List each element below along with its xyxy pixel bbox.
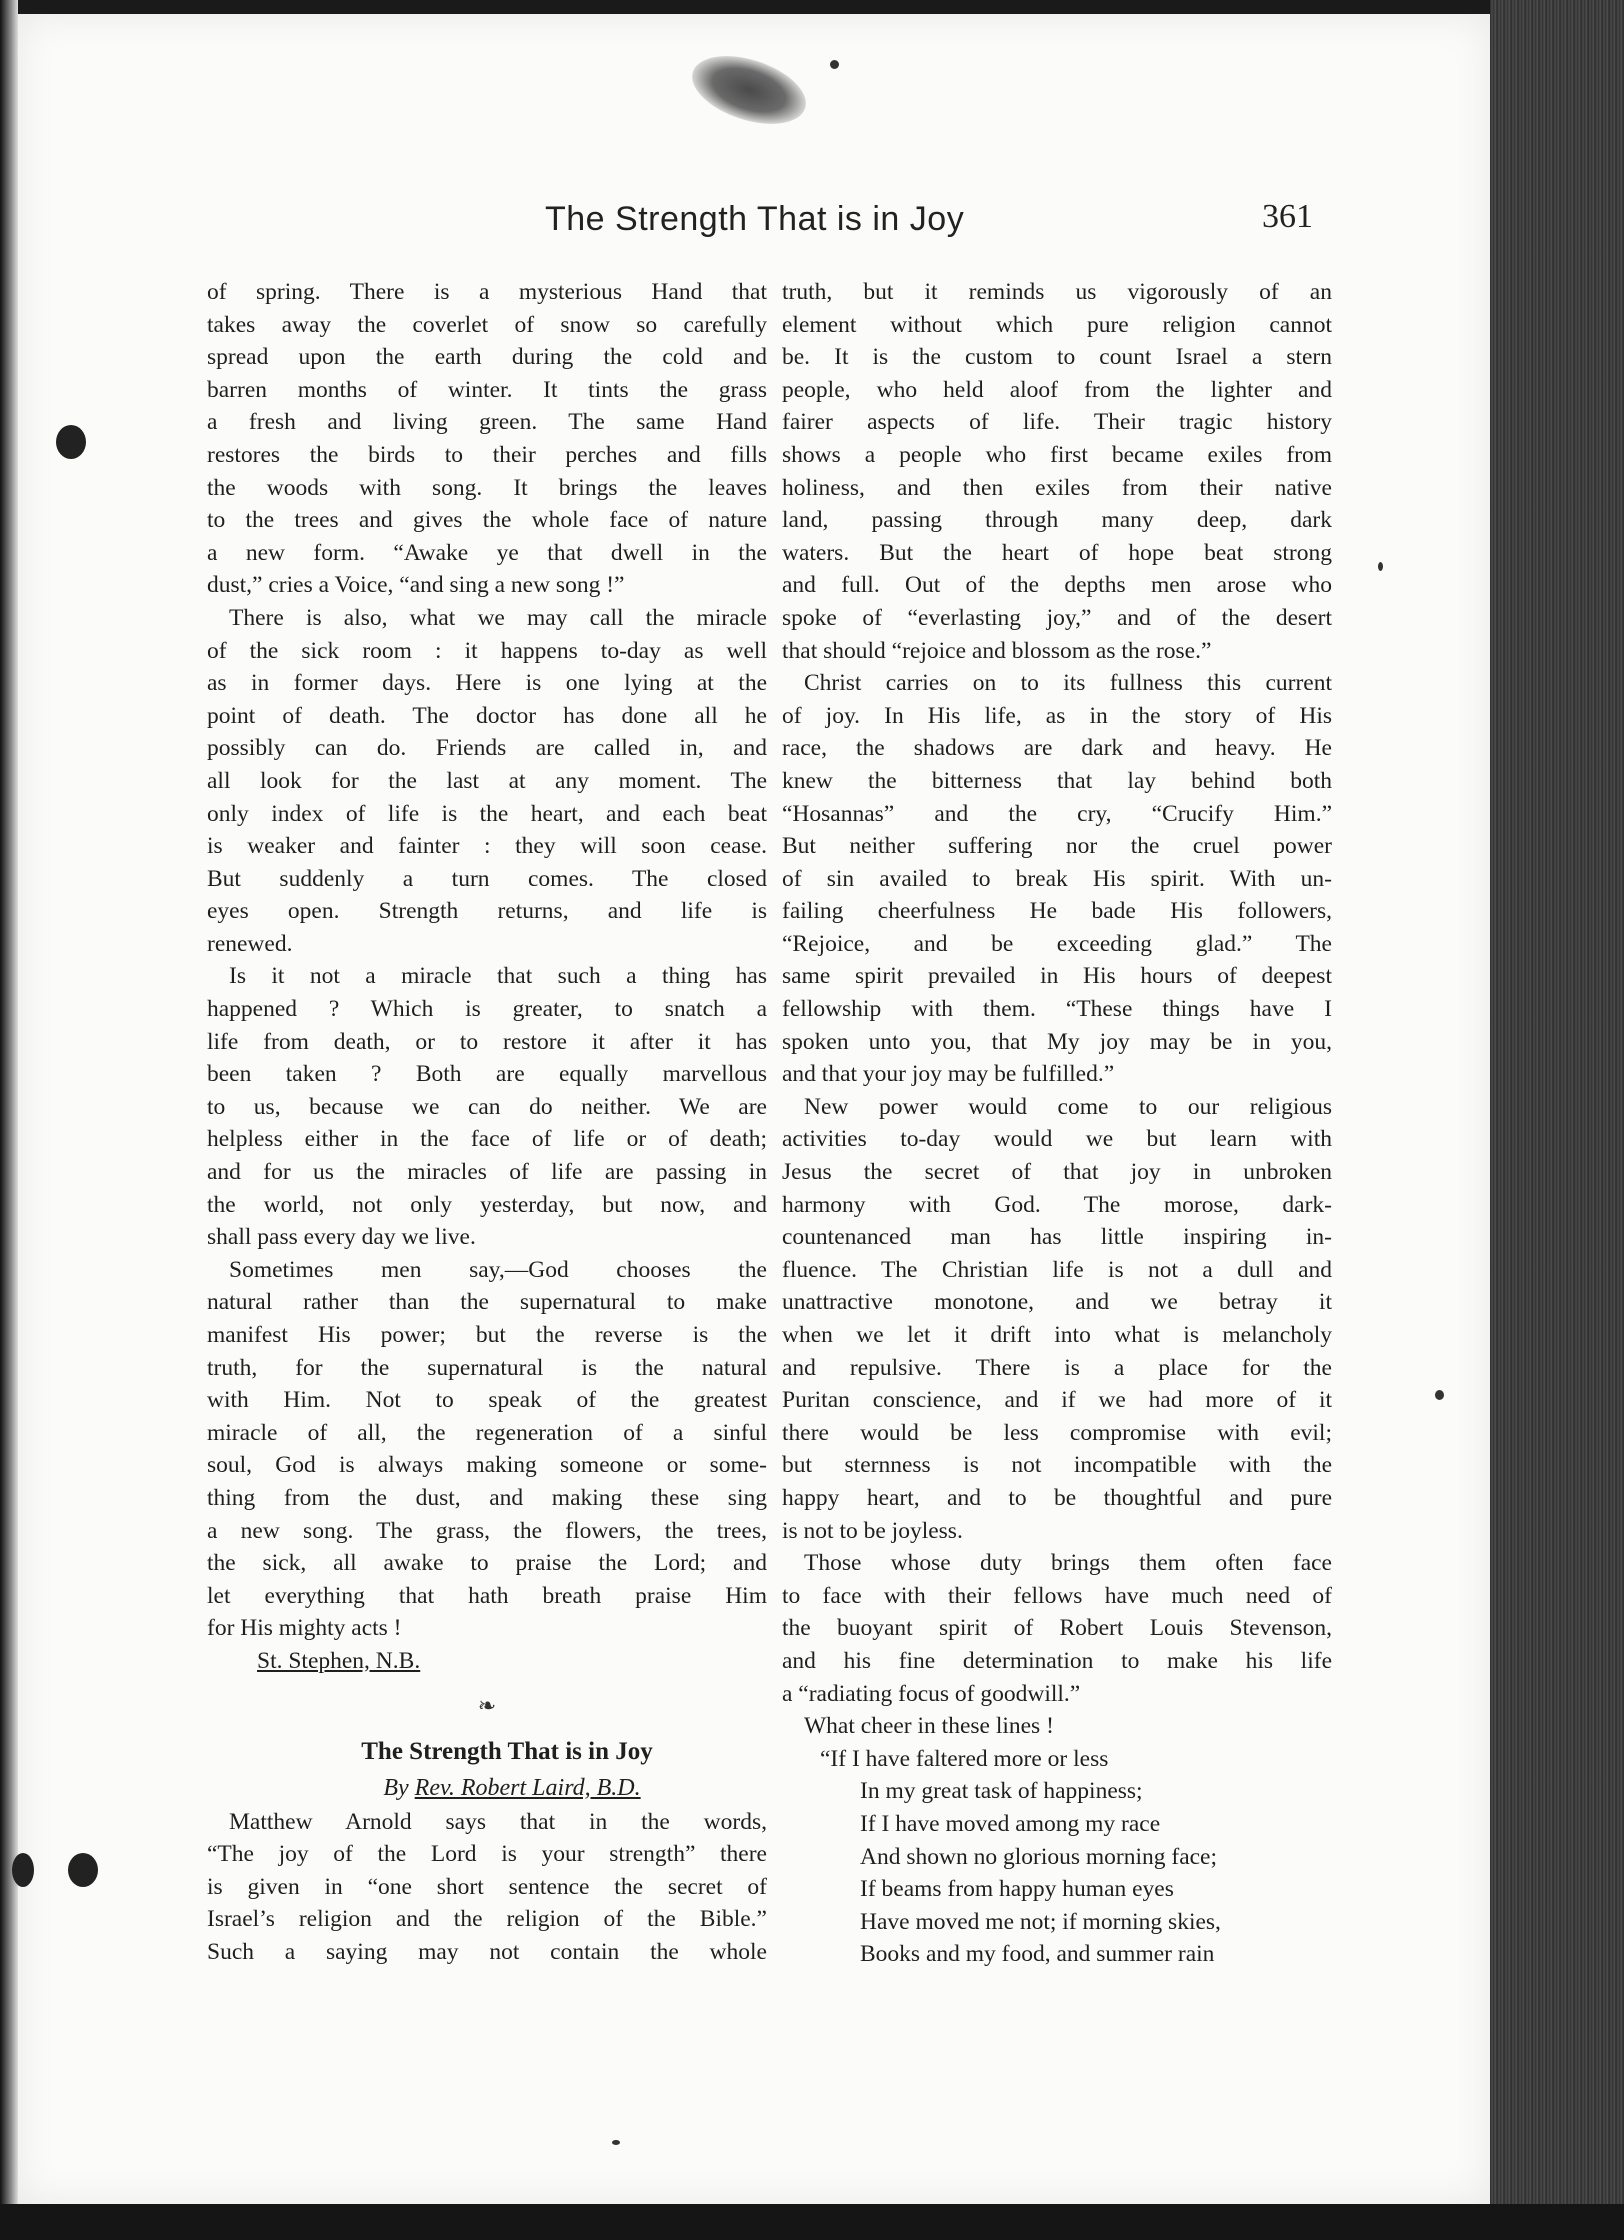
text-line: thing from the dust, and making these sing (207, 1484, 767, 1511)
right-column-text (782, 276, 1332, 1743)
text-line: land, passing through many deep, dark (782, 507, 1332, 534)
ink-speck (1378, 562, 1383, 571)
ink-speck (612, 2140, 620, 2145)
text-line: spoken unto you, that My joy may be in you, (782, 1028, 1332, 1055)
running-title: The Strength That is in Joy (545, 200, 965, 238)
right-column (782, 276, 1332, 1971)
text-line: natural rather than the supernatural to make (207, 1289, 767, 1316)
text-line: happy heart, and to be thoughtful and pure (782, 1484, 1332, 1511)
poem-line: “If I have faltered more or less (820, 1745, 1109, 1772)
left-column-text (207, 276, 767, 1645)
text-line: truth, for the supernatural is the natural (207, 1354, 767, 1381)
text-line: harmony with God. The morose, dark- (782, 1191, 1332, 1218)
left-column (207, 276, 767, 1969)
text-line: all look for the last at any moment. The (207, 767, 767, 794)
text-line: dust,” cries a Voice, “and sing a new song !” (207, 572, 625, 599)
text-line: people, who held aloof from the lighter and (782, 376, 1332, 403)
text-line: Christ carries on to its fullness this current (804, 670, 1332, 697)
text-line: there would be less compromise with evil; (782, 1419, 1332, 1446)
byline-author: Rev. Robert Laird, B.D. (414, 1774, 641, 1801)
text-line: renewed. (207, 930, 293, 957)
text-line: activities to-day would we but learn with (782, 1126, 1332, 1153)
signature: St. Stephen, N.B. (257, 1647, 421, 1674)
text-line: a fresh and living green. The same Hand (207, 409, 767, 436)
text-line: “The joy of the Lord is your strength” there (207, 1841, 767, 1868)
text-line: But suddenly a turn comes. The closed (207, 865, 767, 892)
text-line: a “radiating focus of goodwill.” (782, 1680, 1081, 1707)
text-line: knew the bitterness that lay behind both (782, 767, 1332, 794)
text-line: when we let it drift into what is melancholy (782, 1322, 1332, 1348)
text-line: holiness, and then exiles from their native (782, 474, 1332, 501)
text-line: Jesus the secret of that joy in unbroken (782, 1159, 1332, 1186)
text-line: and that your joy may be fulfilled.” (782, 1061, 1115, 1088)
text-line: with Him. Not to speak of the greatest (207, 1387, 767, 1414)
text-line: element without which pure religion cannot (782, 311, 1332, 338)
text-line: shall pass every day we live. (207, 1224, 476, 1251)
text-line: of spring. There is a mysterious Hand that (207, 279, 767, 305)
text-line: eyes open. Strength returns, and life is (207, 898, 767, 925)
text-line: But neither suffering nor the cruel power (782, 833, 1332, 860)
text-line: helpless either in the face of life or of death; (207, 1126, 767, 1153)
page-stack-edge (1490, 0, 1624, 2240)
text-line: the woods with song. It brings the leaves (207, 474, 767, 501)
ink-speck (1435, 1390, 1444, 1400)
scan-bottom-border (0, 2204, 1624, 2240)
text-line: happened ? Which is greater, to snatch a (207, 996, 767, 1023)
text-line: failing cheerfulness He bade His followers, (782, 898, 1332, 925)
text-line: the buoyant spirit of Robert Louis Stevenson, (782, 1615, 1332, 1642)
text-line: spread upon the earth during the cold and (207, 344, 767, 371)
text-line: There is also, what we may call the miracle (229, 604, 767, 631)
text-line: is not to be joyless. (782, 1517, 963, 1544)
book-spine-edge (0, 0, 18, 2240)
text-line: let everything that hath breath praise Him (207, 1582, 767, 1609)
poem-line: Books and my food, and summer rain (860, 1941, 1215, 1968)
text-line: miracle of all, the regeneration of a sinful (207, 1419, 767, 1446)
article-byline (257, 1770, 767, 1806)
text-line: possibly can do. Friends are called in, and (207, 735, 767, 762)
text-line: of the sick room : it happens to-day as well (207, 637, 767, 664)
text-line: a new song. The grass, the flowers, the trees, (207, 1517, 767, 1544)
text-line: for His mighty acts ! (207, 1615, 402, 1642)
text-line: waters. But the heart of hope beat strong (782, 539, 1332, 566)
binding-hole-top (56, 425, 86, 459)
text-line: Puritan conscience, and if we had more of it (782, 1387, 1332, 1414)
page-number: 361 (1262, 198, 1313, 235)
text-line: soul, God is always making someone or some- (207, 1452, 767, 1479)
text-line: been taken ? Both are equally marvellous (207, 1061, 767, 1088)
text-line: What cheer in these lines ! (804, 1713, 1054, 1740)
text-line: fluence. The Christian life is not a dull and (782, 1256, 1332, 1283)
text-line: Israel’s religion and the religion of the Bible.” (207, 1906, 767, 1933)
poem (782, 1743, 1332, 1971)
left-column-article-text (207, 1806, 767, 1969)
text-line: “Rejoice, and be exceeding glad.” The (782, 930, 1332, 957)
poem-line: If I have moved among my race (860, 1810, 1161, 1837)
binding-hole-bottom (68, 1853, 98, 1887)
text-line: point of death. The doctor has done all he (207, 702, 767, 729)
text-line: to the trees and gives the whole face of nature (207, 507, 767, 534)
article-title: The Strength That is in Joy (361, 1737, 653, 1765)
text-line: manifest His power; but the reverse is the (207, 1322, 767, 1348)
text-line: to face with their fellows have much need of (782, 1582, 1332, 1609)
byline-prefix: By (383, 1774, 409, 1801)
text-line: Those whose duty brings them often face (804, 1550, 1332, 1577)
text-line: and for us the miracles of life are passing in (207, 1159, 767, 1186)
text-line: fairer aspects of life. Their tragic history (782, 409, 1332, 436)
text-line: barren months of winter. It tints the grass (207, 376, 767, 403)
text-line: and full. Out of the depths men arose who (782, 572, 1332, 599)
text-line: spoke of “everlasting joy,” and of the desert (782, 604, 1332, 631)
text-line: is weaker and fainter : they will soon cease. (207, 833, 767, 860)
text-line: “Hosannas” and the cry, “Crucify Him.” (782, 800, 1332, 827)
text-line: of sin availed to break His spirit. With un- (782, 865, 1332, 892)
text-line: only index of life is the heart, and each beat (207, 800, 767, 827)
text-line: Is it not a miracle that such a thing has (229, 963, 767, 990)
text-line: takes away the coverlet of snow so carefully (207, 311, 767, 338)
text-line: and his fine determination to make his life (782, 1647, 1332, 1674)
text-line: that should “rejoice and blossom as the rose.” (782, 637, 1212, 664)
poem-line: If beams from happy human eyes (860, 1876, 1174, 1903)
poem-line: In my great task of happiness; (860, 1778, 1143, 1805)
text-line: Matthew Arnold says that in the words, (229, 1808, 767, 1835)
text-line: and repulsive. There is a place for the (782, 1354, 1332, 1381)
section-ornament: ❧ (477, 1692, 497, 1718)
ink-speck (830, 60, 839, 69)
binding-hole-bottom-left (12, 1853, 34, 1887)
text-line: is given in “one short sentence the secret of (207, 1873, 767, 1900)
text-line: the sick, all awake to praise the Lord; and (207, 1550, 767, 1577)
text-line: shows a people who first became exiles from (782, 441, 1332, 468)
text-line: unattractive monotone, and we betray it (782, 1289, 1332, 1316)
text-line: fellowship with them. “These things have I (782, 996, 1332, 1023)
text-line: restores the birds to their perches and fills (207, 441, 767, 468)
text-line: as in former days. Here is one lying at the (207, 670, 767, 697)
text-line: but sternness is not incompatible with the (782, 1452, 1332, 1479)
text-line: of joy. In His life, as in the story of His (782, 702, 1332, 729)
text-line: truth, but it reminds us vigorously of an (782, 279, 1332, 305)
text-line: the world, not only yesterday, but now, and (207, 1191, 767, 1218)
text-line: New power would come to our religious (804, 1093, 1332, 1120)
poem-line: Have moved me not; if morning skies, (860, 1908, 1221, 1935)
text-line: race, the shadows are dark and heavy. He (782, 735, 1332, 762)
text-line: same spirit prevailed in His hours of deepest (782, 963, 1332, 990)
text-line: Such a saying may not contain the whole (207, 1938, 767, 1965)
poem-line: And shown no glorious morning face; (860, 1843, 1218, 1870)
text-line: to us, because we can do neither. We are (207, 1093, 767, 1120)
text-line: a new form. “Awake ye that dwell in the (207, 539, 767, 566)
text-line: life from death, or to restore it after it has (207, 1028, 767, 1055)
text-line: be. It is the custom to count Israel a stern (782, 344, 1332, 371)
text-line: countenanced man has little inspiring in- (782, 1224, 1332, 1251)
text-line: Sometimes men say,—God chooses the (229, 1256, 767, 1283)
